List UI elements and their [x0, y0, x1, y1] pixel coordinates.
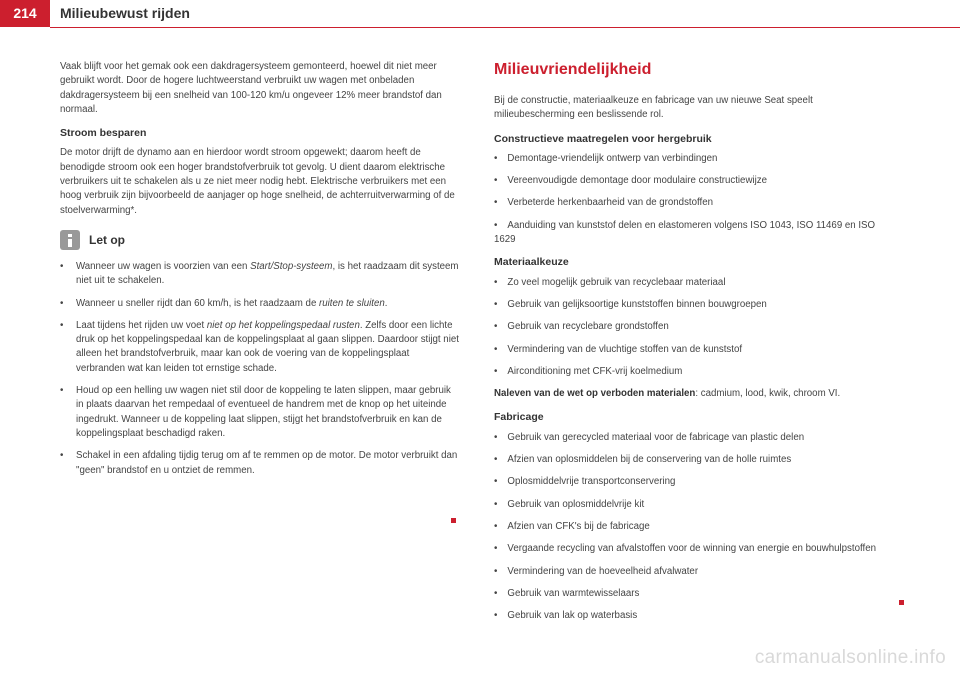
- note-bullet: • Schakel in een afdaling tijdig terug om af te remmen op de motor. De motor verbruikt dan "geen" brandstof en u ontziet de remmen.: [60, 449, 460, 478]
- fabricage-heading: Fabricage: [494, 411, 544, 424]
- right-intro: Bij de constructie, materiaalkeuze en fabricage van uw nieuwe Seat speelt milieubescherming een beslissende rol.: [494, 95, 813, 121]
- materiaal-heading: Materiaalkeuze: [494, 256, 569, 269]
- watermark: carmanualsonline.info: [754, 647, 946, 668]
- info-icon: [60, 230, 80, 250]
- stroom-heading: Stroom besparen: [60, 127, 147, 140]
- page-header-title: Milieubewust rijden: [60, 5, 190, 21]
- right-column: [494, 60, 894, 631]
- list-item: • Gebruik van lak op waterbasis: [494, 609, 894, 623]
- list-item: • Gebruik van gelijksoortige kunststoffen binnen bouwgroepen: [494, 298, 894, 312]
- list-item: • Airconditioning met CFK-vrij koelmedium: [494, 365, 894, 379]
- list-item: • Aanduiding van kunststof delen en elastomeren volgens ISO 1043, ISO 11469 en ISO 1629: [494, 219, 894, 248]
- constr-heading: Constructieve maatregelen voor hergebruik: [494, 132, 712, 145]
- left-column: [60, 60, 460, 486]
- note-bullet: • Wanneer u sneller rijdt dan 60 km/h, is het raadzaam de ruiten te sluiten.: [60, 297, 460, 311]
- list-item: • Verbeterde herkenbaarheid van de grondstoffen: [494, 196, 894, 210]
- intro-paragraph: Vaak blijft voor het gemak ook een dakdragersysteem gemonteerd, hoewel dit niet meer gebruikt wordt. Door de hogere luchtweerstand verbruikt uw wagen met onbeladen dakdragersysteem bij een snelheid van 100-120 km/u ongeveer 12% meer brandstof dan normaal.: [60, 61, 442, 115]
- list-item: • Afzien van CFK's bij de fabricage: [494, 520, 894, 534]
- list-item: • Gebruik van oplosmiddelvrije kit: [494, 498, 894, 512]
- note-title: Let op: [89, 232, 125, 247]
- list-item: • Afzien van oplosmiddelen bij de conservering van de holle ruimtes: [494, 453, 894, 467]
- list-item: • Gebruik van recyclebare grondstoffen: [494, 320, 894, 334]
- section-end-marker: [451, 518, 456, 523]
- note-bullet: • Houd op een helling uw wagen niet stil door de koppeling te laten slippen, maar gebruik in plaats daarvan het rempedaal of eventueel de handrem met de knop op het uiteinde ingedrukt. Wanneer u de koppeling laat slippen, stijgt het brandstofverbruik en kan de koppelingsplaat beschadigd raken.: [60, 384, 460, 441]
- note-bullet: • Wanneer uw wagen is voorzien van een Start/Stop-systeem, is het raadzaam dit systeem niet uit te schakelen.: [60, 260, 460, 289]
- section-title: Milieuvriendelijkheid: [494, 61, 652, 78]
- list-item: • Zo veel mogelijk gebruik van recyclebaar materiaal: [494, 276, 894, 290]
- note-header: [60, 230, 460, 250]
- list-item: • Vereenvoudigde demontage door modulaire constructiewijze: [494, 174, 894, 188]
- page-number: 214: [0, 0, 50, 27]
- note-bullet: • Laat tijdens het rijden uw voet niet op het koppelingspedaal rusten. Zelfs door een lichte druk op het koppelingspedaal kan de koppelingsplaat al gaan slippen. Daardoor stijgt niet alleen het brandstofverbruik, maar kan ook de voering van de koppelingsplaat verbranden wat kan leiden tot ernstige schade.: [60, 319, 460, 376]
- list-item: • Gebruik van warmtewisselaars: [494, 587, 894, 601]
- section-end-marker: [899, 600, 904, 605]
- list-item: • Vermindering van de vluchtige stoffen van de kunststof: [494, 343, 894, 357]
- wet-paragraph: Naleven van de wet op verboden materialen: cadmium, lood, kwik, chroom VI.: [494, 388, 841, 400]
- list-item: • Oplosmiddelvrije transportconservering: [494, 475, 894, 489]
- stroom-paragraph: De motor drijft de dynamo aan en hierdoor wordt stroom opgewekt; daarom heeft de benodigde stroom ook een hoger brandstofverbruik tot gevolg. U dient daarom elektrische verbruikers uit te schakelen als u ze niet meer nodig hebt. Elektrische verbruikers met een hoog verbruik zijn bijvoorbeeld de aanjager op hoge snelheid, de achterruitverwarming of de stoelverwarming*.: [60, 147, 455, 216]
- header-divider: [50, 27, 960, 28]
- list-item: • Vermindering van de hoeveelheid afvalwater: [494, 565, 894, 579]
- list-item: • Gebruik van gerecycled materiaal voor de fabricage van plastic delen: [494, 431, 894, 445]
- list-item: • Vergaande recycling van afvalstoffen voor de winning van energie en bouwhulpstoffen: [494, 542, 894, 556]
- list-item: • Demontage-vriendelijk ontwerp van verbindingen: [494, 152, 894, 166]
